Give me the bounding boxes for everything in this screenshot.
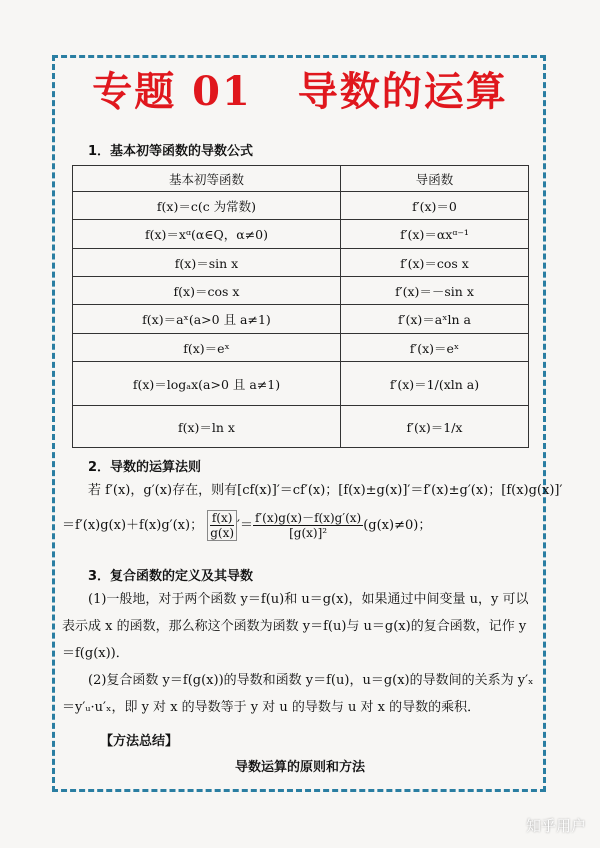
section3-heading: 3．复合函数的定义及其导数 — [88, 569, 254, 584]
quotient-prime: ′＝ — [237, 518, 253, 533]
table-cell: f′(x)＝cos x — [341, 249, 529, 277]
derivative-table — [72, 165, 529, 448]
quotient-fraction — [207, 510, 237, 541]
rhs-fraction — [253, 511, 363, 540]
table-cell: f(x)＝cos x — [73, 277, 341, 305]
table-cell: f(x)＝c(c 为常数) — [73, 192, 341, 220]
summary-subtitle: 导数运算的原则和方法 — [234, 760, 365, 775]
section2-heading: 2．导数的运算法则 — [88, 460, 202, 475]
table-cell: f(x)＝logₐx(a>0 且 a≠1) — [73, 362, 341, 406]
table-header-row — [73, 166, 529, 192]
rhs-denominator: [g(x)]² — [289, 526, 328, 540]
table-row — [73, 277, 529, 305]
rule-line1: 若 f′(x)，g′(x)存在，则有[cf(x)]′＝cf′(x)；[f(x)±g(x)]′＝f′(x)±g′(x)；[f(x)g(x)]′ — [88, 483, 563, 498]
p2-line2: ＝y′ᵤ·u′ₓ，即 y 对 x 的导数等于 y 对 u 的导数与 u 对 x 的导数的乘积． — [62, 700, 481, 715]
p2-line1: (2)复合函数 y＝f(g(x))的导数和函数 y＝f(u)，u＝g(x)的导数间的关系为 y′ₓ — [88, 673, 534, 688]
table-cell: f′(x)＝eˣ — [341, 334, 529, 362]
table-cell: f′(x)＝aˣln a — [341, 305, 529, 334]
table-cell: f′(x)＝αxᵅ⁻¹ — [341, 220, 529, 249]
table-cell: f′(x)＝1/x — [341, 406, 529, 448]
table-row — [73, 192, 529, 220]
p1-line2: 表示成 x 的函数，那么称这个函数为函数 y＝f(u)与 u＝g(x)的复合函数，记作 y — [62, 619, 527, 634]
table-row — [73, 249, 529, 277]
title-part1: 专题 01 — [92, 68, 252, 115]
table-cell: f(x)＝ln x — [73, 406, 341, 448]
watermark: 知乎用户 — [525, 817, 586, 835]
p1-line1: (1)一般地，对于两个函数 y＝f(u)和 u＝g(x)，如果通过中间变量 u，y 可以 — [88, 592, 529, 607]
rhs-numerator: f′(x)g(x)－f(x)g′(x) — [254, 511, 362, 525]
table-cell: f′(x)＝－sin x — [341, 277, 529, 305]
table-header-cell: 导函数 — [341, 166, 529, 192]
table-cell: f(x)＝eˣ — [73, 334, 341, 362]
page-title — [0, 60, 600, 117]
table-row — [73, 406, 529, 448]
table-cell: f(x)＝sin x — [73, 249, 341, 277]
table-cell: f′(x)＝1/(xln a) — [341, 362, 529, 406]
title-part2: 导数的运算 — [297, 68, 508, 115]
table-cell: f(x)＝aˣ(a>0 且 a≠1) — [73, 305, 341, 334]
table-cell: f′(x)＝0 — [341, 192, 529, 220]
quotient-denominator: g(x) — [210, 526, 235, 540]
rule-line2 — [62, 510, 431, 541]
rule-line2-end: (g(x)≠0)； — [363, 518, 432, 533]
rule-line2-start: ＝f′(x)g(x)＋f(x)g′(x)； — [62, 518, 204, 533]
table-row — [73, 362, 529, 406]
table-header-cell: 基本初等函数 — [73, 166, 341, 192]
table-row — [73, 334, 529, 362]
table-row — [73, 305, 529, 334]
quotient-numerator: f(x) — [211, 511, 233, 525]
section1-heading: 1．基本初等函数的导数公式 — [88, 144, 254, 159]
p1-line3: ＝f(g(x))． — [62, 646, 129, 661]
table-cell: f(x)＝xᵅ(α∈Q，α≠0) — [73, 220, 341, 249]
table-row — [73, 220, 529, 249]
summary-label: 【方法总结】 — [100, 734, 179, 749]
